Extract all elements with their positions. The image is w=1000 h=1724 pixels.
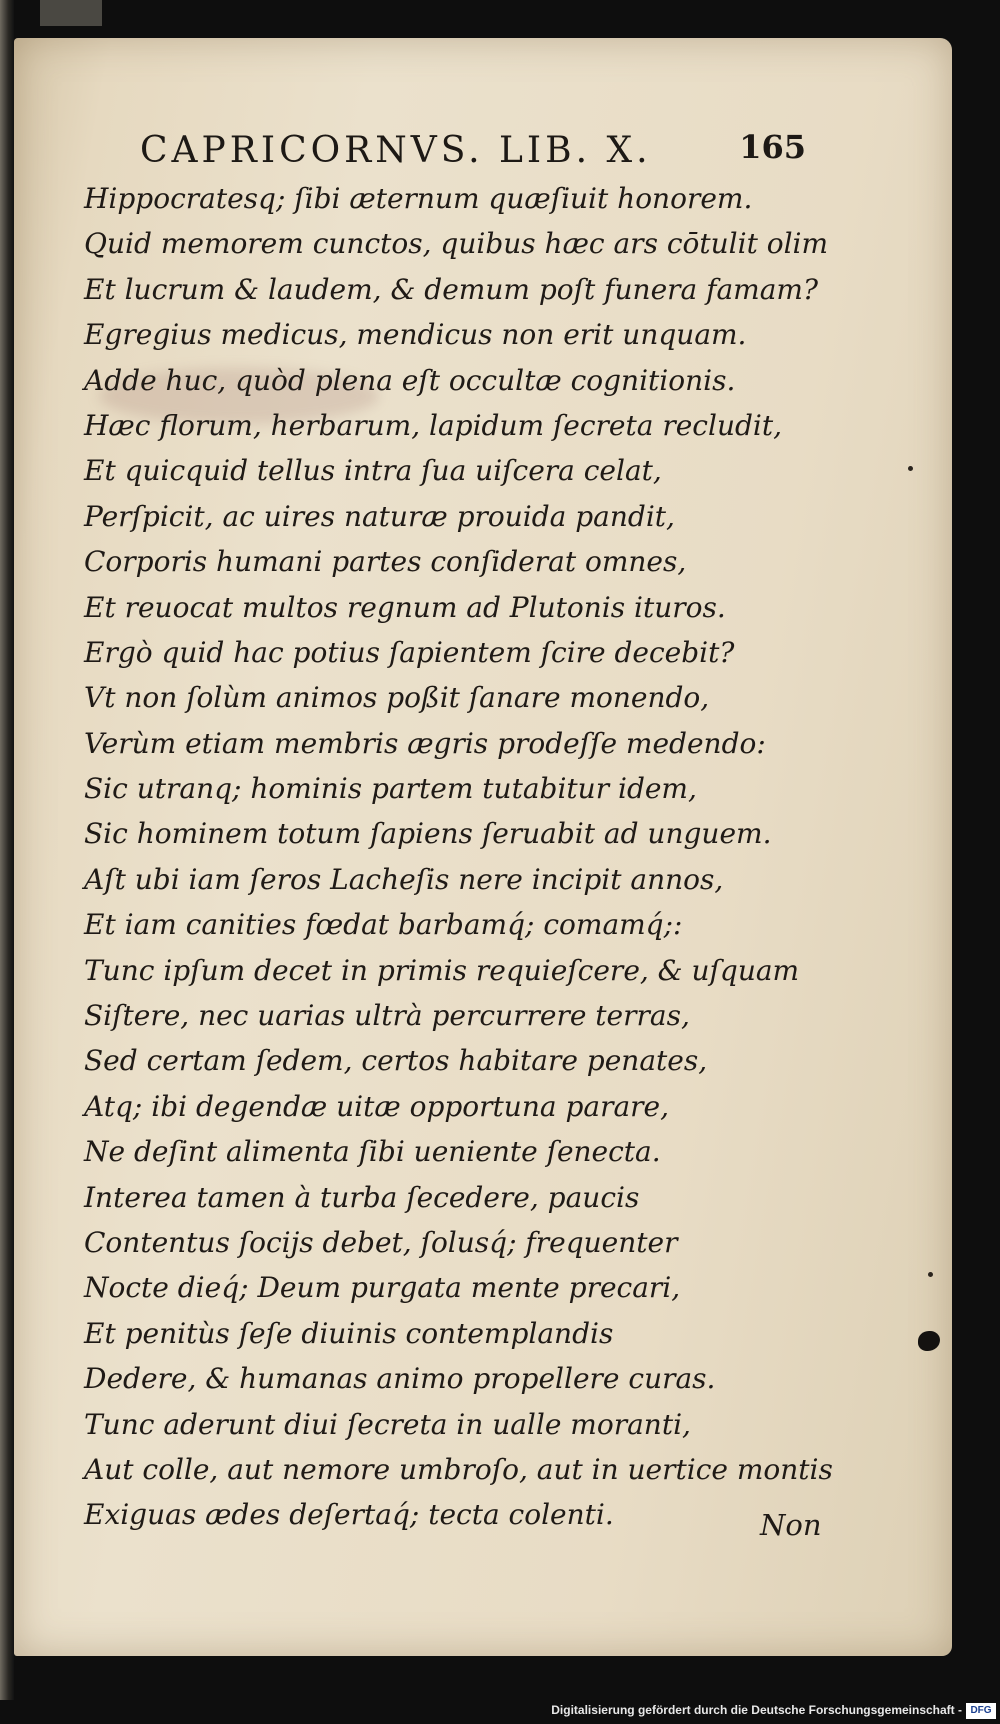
book-binding-edge: [0, 0, 14, 1724]
verse-line: Quid memorem cunctos, quibus hæc ars cōtulit olim: [84, 227, 829, 261]
verse-line: Et penitùs ſeſe diuinis contemplandis: [84, 1316, 614, 1350]
verse-line: Ergò quid hac potius ſapientem ſcire decebit?: [84, 635, 735, 669]
verse-line: Hæc florum, herbarum, lapidum ſecreta recludit,: [84, 408, 783, 442]
verse-line: Adde huc, quòd plena eſt occultæ cognitionis.: [84, 363, 736, 397]
scanner-clip: [40, 0, 102, 26]
verse-line: Corporis humani partes conſiderat omnes,: [84, 545, 687, 579]
verse-line: Sic utranq; hominis partem tutabitur idem,: [84, 772, 697, 806]
digitization-footer: [0, 1700, 1000, 1724]
running-head: [140, 124, 810, 176]
verse-line: Hippocratesq; ſibi æternum quæſiuit honorem.: [84, 182, 753, 215]
verse-line: Contentus ſocijs debet, ſolusq́; frequenter: [84, 1225, 678, 1259]
funding-credit: Digitalisierung gefördert durch die Deutsche Forschungsgemeinschaft -: [551, 1703, 962, 1717]
verse-line: Interea tamen à turba ſecedere, paucis: [84, 1180, 640, 1214]
verse-line: Vt non ſolùm animos poßit ſanare monendo,: [84, 681, 710, 715]
verse-line: Tunc ipſum decet in primis requieſcere, & uſquam: [84, 953, 800, 987]
verse-line: Verùm etiam membris ægris prodeſſe medendo:: [84, 726, 766, 760]
ink-speck: [908, 466, 913, 471]
verse-line: Siſtere, nec uarias ultrà percurrere terras,: [84, 999, 690, 1033]
verse-line: Sed certam ſedem, certos habitare penates,: [84, 1044, 708, 1078]
verse-line: Aſt ubi iam ſeros Lacheſis nere incipit annos,: [84, 862, 724, 896]
verse-line: Dedere, & humanas animo propellere curas.: [84, 1362, 716, 1396]
verse-line: Et quicquid tellus intra ſua uiſcera celat,: [84, 454, 662, 488]
dfg-logo: DFG: [966, 1703, 996, 1719]
verse-text: [84, 176, 833, 1538]
verse-line: Tunc aderunt diui ſecreta in ualle moranti,: [84, 1407, 691, 1441]
verse-line: Ne deſint alimenta ſibi ueniente ſenecta.: [84, 1135, 661, 1169]
page-number: 165: [739, 128, 806, 166]
verse-line: Et iam canities fœdat barbamq́; comamq́;:: [84, 908, 683, 942]
verse-line: Exiguas ædes deſertaq́; tecta colenti.: [84, 1498, 614, 1532]
verse-line: Nocte dieq́; Deum purgata mente precari,: [84, 1271, 681, 1305]
verse-line: Et lucrum & laudem, & demum poſt funera famam?: [84, 272, 818, 306]
catchword: Non: [760, 1508, 822, 1542]
verse-line: Egregius medicus, mendicus non erit unquam.: [84, 318, 747, 352]
running-head-title: CAPRICORNVS. LIB. X.: [140, 130, 652, 171]
verse-line: Atq; ibi degendæ uitæ opportuna parare,: [84, 1089, 670, 1123]
verse-line: Sic hominem totum ſapiens ſeruabit ad unguem.: [84, 817, 772, 851]
ink-speck: [928, 1272, 933, 1277]
verse-line: Et reuocat multos regnum ad Plutonis ituros.: [84, 590, 726, 624]
verse-line: Aut colle, aut nemore umbroſo, aut in uertice montis: [84, 1452, 833, 1486]
verse-line: Perſpicit, ac uires naturæ prouida pandit,: [84, 499, 675, 533]
